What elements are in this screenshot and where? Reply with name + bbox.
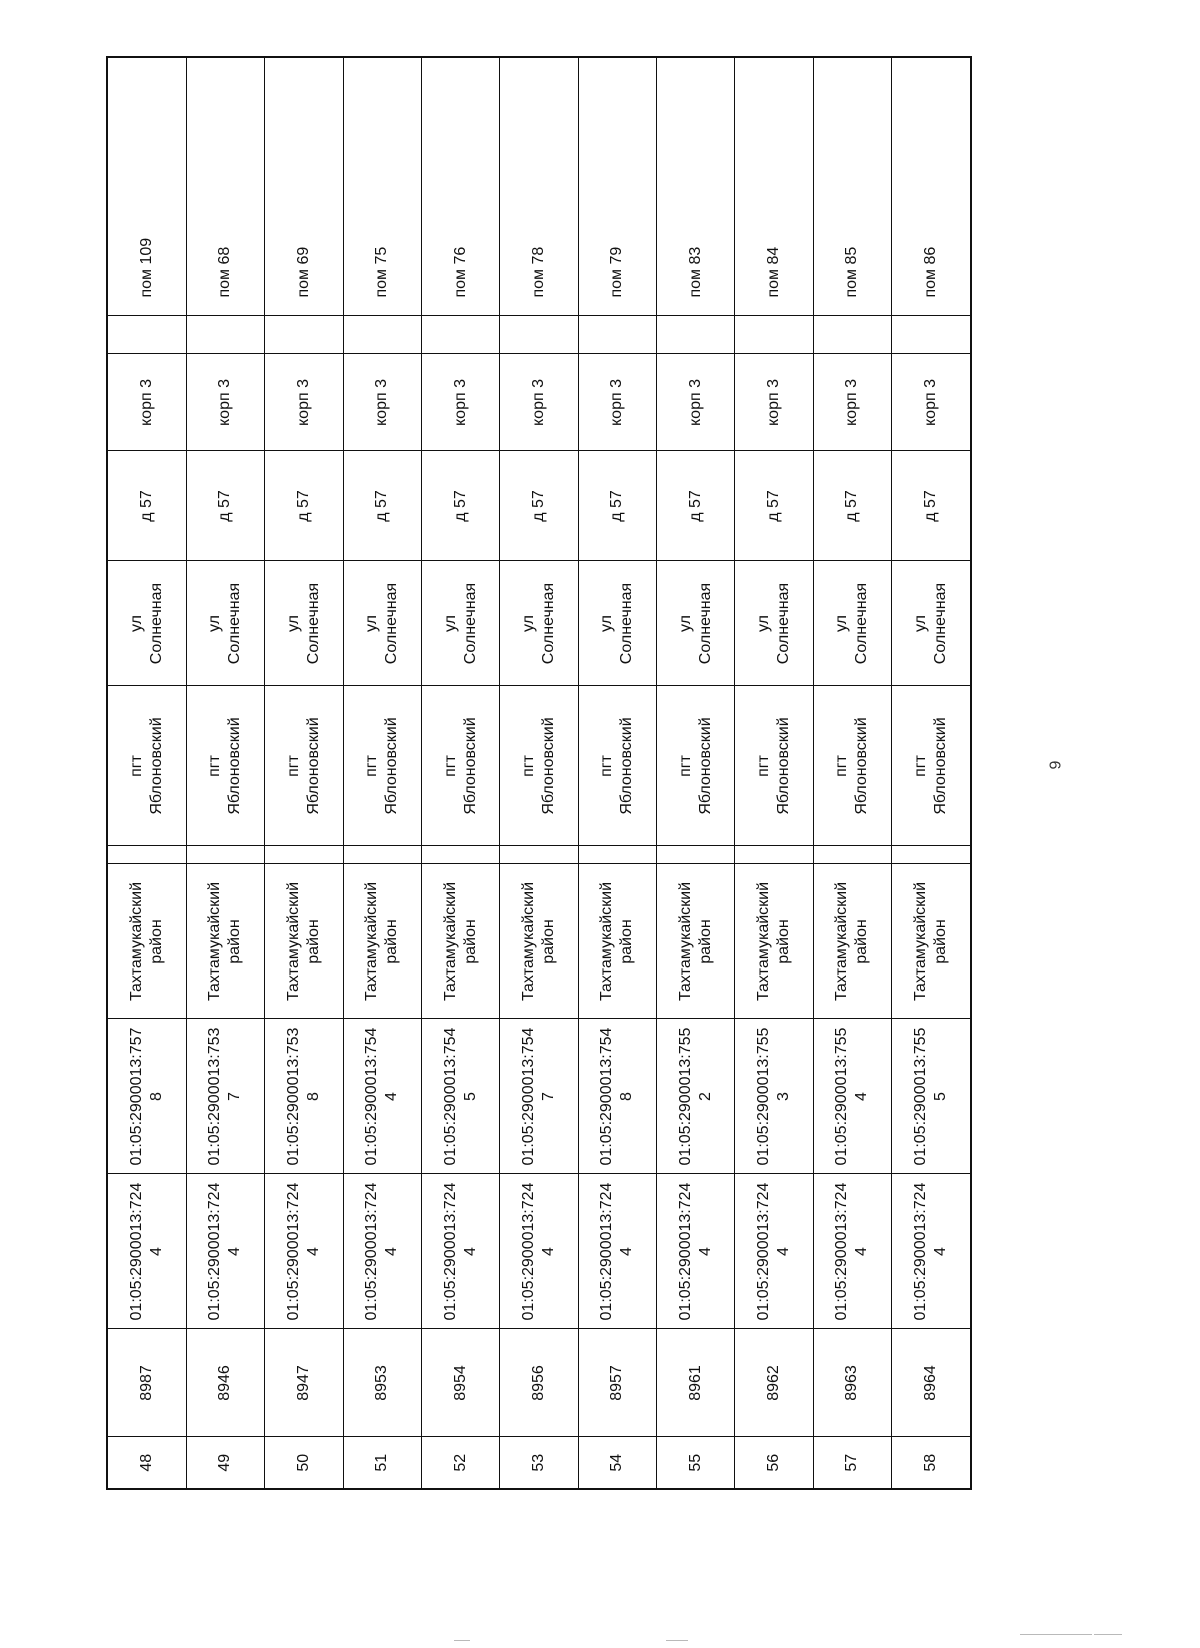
district-line: Тахтамукайский [127, 881, 145, 1002]
settlement [343, 686, 421, 846]
table-body [107, 57, 971, 1489]
record-code: 8956 [500, 1329, 578, 1437]
building-block: корп 3 [421, 354, 499, 451]
district-line: район [932, 919, 950, 964]
parent-cadastral-number-line: 01:05:2900013:724 [676, 1182, 694, 1321]
district [500, 864, 578, 1019]
record-code: 8957 [578, 1329, 656, 1437]
settlement-line: Яблоновский [853, 717, 871, 815]
building-block: корп 3 [656, 354, 734, 451]
street-line: ул [676, 615, 694, 632]
empty-cell [421, 316, 499, 354]
street-line: ул [363, 615, 381, 632]
district [735, 864, 813, 1019]
district [892, 864, 971, 1019]
row-number: 50 [265, 1437, 343, 1489]
table-row [343, 57, 421, 1489]
empty-cell [578, 846, 656, 864]
settlement [421, 686, 499, 846]
row-number: 48 [107, 1437, 186, 1489]
street [735, 561, 813, 686]
parent-cadastral-number-line: 01:05:2900013:724 [284, 1182, 302, 1321]
parent-cadastral-number-line: 01:05:2900013:724 [833, 1182, 851, 1321]
scan-mark [454, 1640, 470, 1641]
street-line: ул [755, 615, 772, 632]
table-row [892, 57, 971, 1489]
district-line: Тахтамукайский [676, 881, 694, 1002]
settlement-line: пгт [127, 755, 145, 777]
settlement-line: Яблоновский [383, 717, 401, 815]
scan-mark [1094, 1634, 1122, 1635]
cadastral-number-line: 5 [461, 1092, 479, 1101]
cadastral-number-line: 3 [775, 1092, 792, 1101]
parent-cadastral-number-line: 01:05:2900013:724 [441, 1182, 459, 1321]
rotated-table-container [106, 58, 972, 1490]
district-line: Тахтамукайский [755, 881, 772, 1002]
district-line: район [696, 919, 714, 964]
parent-cadastral-number-line: 01:05:2900013:724 [598, 1182, 616, 1321]
street-line: Солнечная [383, 582, 401, 665]
district [656, 864, 734, 1019]
parent-cadastral-number [343, 1174, 421, 1329]
parent-cadastral-number-line: 4 [539, 1247, 557, 1256]
house-number: д 57 [421, 451, 499, 561]
cadastral-number [892, 1019, 971, 1174]
cadastral-number [343, 1019, 421, 1174]
district-line: Тахтамукайский [206, 881, 224, 1002]
cadastral-number [107, 1019, 186, 1174]
building-block: корп 3 [735, 354, 813, 451]
street-line: ул [127, 615, 145, 632]
cadastral-number-line: 8 [618, 1092, 636, 1101]
empty-cell [186, 316, 264, 354]
page-number [1046, 750, 1066, 780]
empty-cell [578, 316, 656, 354]
building-block: корп 3 [500, 354, 578, 451]
settlement-line: Яблоновский [226, 717, 244, 815]
building-block: корп 3 [265, 354, 343, 451]
record-code: 8946 [186, 1329, 264, 1437]
parent-cadastral-number [500, 1174, 578, 1329]
street-line: Солнечная [932, 582, 950, 665]
record-code: 8954 [421, 1329, 499, 1437]
record-code: 8953 [343, 1329, 421, 1437]
street-line: Солнечная [147, 582, 165, 665]
settlement-line: пгт [519, 755, 537, 777]
district-line: Тахтамукайский [284, 881, 302, 1002]
empty-cell [656, 846, 734, 864]
cadastral-number-line: 01:05:2900013:754 [519, 1027, 537, 1166]
district-line: район [775, 919, 792, 964]
street-line: ул [441, 615, 459, 632]
house-number: д 57 [500, 451, 578, 561]
settlement-line: пгт [676, 755, 694, 777]
room-number: пом 78 [500, 57, 578, 316]
street-line: Солнечная [226, 582, 244, 665]
house-number: д 57 [813, 451, 891, 561]
parent-cadastral-number [107, 1174, 186, 1329]
parent-cadastral-number-line: 4 [461, 1247, 479, 1256]
empty-cell [107, 316, 186, 354]
table-row [813, 57, 891, 1489]
row-number: 58 [892, 1437, 971, 1489]
parent-cadastral-number-line: 4 [618, 1247, 636, 1256]
cadastral-number-line: 4 [383, 1092, 401, 1101]
settlement-line: пгт [598, 755, 616, 777]
district-line: район [147, 919, 165, 964]
house-number: д 57 [265, 451, 343, 561]
document-page [106, 58, 972, 1490]
empty-cell [813, 316, 891, 354]
street [107, 561, 186, 686]
street [186, 561, 264, 686]
parent-cadastral-number [421, 1174, 499, 1329]
cadastral-number-line: 01:05:2900013:753 [284, 1027, 302, 1166]
table-row [265, 57, 343, 1489]
settlement [735, 686, 813, 846]
building-block: корп 3 [343, 354, 421, 451]
parent-cadastral-number-line: 01:05:2900013:724 [755, 1182, 772, 1321]
cadastral-number-line: 01:05:2900013:754 [363, 1027, 381, 1166]
cadastral-number-line: 01:05:2900013:757 [127, 1027, 145, 1166]
settlement-line: Яблоновский [461, 717, 479, 815]
parent-cadastral-number-line: 01:05:2900013:724 [519, 1182, 537, 1321]
cadastral-number [656, 1019, 734, 1174]
house-number: д 57 [892, 451, 971, 561]
parent-cadastral-number [892, 1174, 971, 1329]
building-block: корп 3 [107, 354, 186, 451]
empty-cell [892, 846, 971, 864]
room-number: пом 109 [107, 57, 186, 316]
district-line: район [618, 919, 636, 964]
district-line: Тахтамукайский [363, 881, 381, 1002]
record-code: 8987 [107, 1329, 186, 1437]
settlement-line: пгт [206, 755, 224, 777]
empty-cell [500, 846, 578, 864]
empty-cell [421, 846, 499, 864]
house-number: д 57 [735, 451, 813, 561]
settlement-line: Яблоновский [539, 717, 557, 815]
street-line: ул [519, 615, 537, 632]
district-line: район [461, 919, 479, 964]
district [421, 864, 499, 1019]
parent-cadastral-number-line: 01:05:2900013:724 [363, 1182, 381, 1321]
cadastral-number-line: 2 [696, 1092, 714, 1101]
row-number: 55 [656, 1437, 734, 1489]
cadastral-number-line: 7 [226, 1092, 244, 1101]
district [186, 864, 264, 1019]
cadastral-number-line: 5 [932, 1092, 950, 1101]
cadastral-number-line: 01:05:2900013:755 [912, 1027, 930, 1166]
row-number: 57 [813, 1437, 891, 1489]
parent-cadastral-number-line: 4 [226, 1247, 244, 1256]
settlement [892, 686, 971, 846]
row-number: 56 [735, 1437, 813, 1489]
empty-cell [735, 316, 813, 354]
parent-cadastral-number [578, 1174, 656, 1329]
street-line: ул [206, 615, 224, 632]
empty-cell [186, 846, 264, 864]
settlement-line: пгт [363, 755, 381, 777]
cadastral-number-line: 01:05:2900013:755 [676, 1027, 694, 1166]
table-row [500, 57, 578, 1489]
room-number: пом 69 [265, 57, 343, 316]
settlement-line: Яблоновский [304, 717, 322, 815]
record-code: 8964 [892, 1329, 971, 1437]
building-block: корп 3 [578, 354, 656, 451]
parent-cadastral-number-line: 4 [383, 1247, 401, 1256]
street-line: ул [912, 615, 930, 632]
empty-cell [656, 316, 734, 354]
room-number: пом 83 [656, 57, 734, 316]
cadastral-number-line: 01:05:2900013:755 [755, 1027, 772, 1166]
street [892, 561, 971, 686]
district-line: Тахтамукайский [833, 881, 851, 1002]
room-number: пом 75 [343, 57, 421, 316]
settlement-line: Яблоновский [147, 717, 165, 815]
settlement [265, 686, 343, 846]
street-line: Солнечная [618, 582, 636, 665]
street-line: Солнечная [304, 582, 322, 665]
table-row [107, 57, 186, 1489]
district [107, 864, 186, 1019]
cadastral-number-line: 4 [853, 1092, 871, 1101]
settlement-line: Яблоновский [932, 717, 950, 815]
building-block: корп 3 [813, 354, 891, 451]
record-code: 8947 [265, 1329, 343, 1437]
row-number: 53 [500, 1437, 578, 1489]
cadastral-number-line: 01:05:2900013:754 [598, 1027, 616, 1166]
settlement-line: пгт [833, 755, 851, 777]
street [500, 561, 578, 686]
street-line: ул [284, 615, 302, 632]
empty-cell [265, 846, 343, 864]
empty-cell [500, 316, 578, 354]
parent-cadastral-number-line: 4 [147, 1247, 165, 1256]
district-line: район [226, 919, 244, 964]
street-line: Солнечная [696, 582, 714, 665]
parent-cadastral-number [186, 1174, 264, 1329]
cadastral-number-line: 01:05:2900013:754 [441, 1027, 459, 1166]
street-line: Солнечная [853, 582, 871, 665]
street [343, 561, 421, 686]
parent-cadastral-number-line: 4 [696, 1247, 714, 1256]
street-line: ул [833, 615, 851, 632]
row-number: 51 [343, 1437, 421, 1489]
district [813, 864, 891, 1019]
room-number: пом 79 [578, 57, 656, 316]
settlement-line: Яблоновский [696, 717, 714, 815]
registry-table [106, 56, 972, 1490]
district-line: район [304, 919, 322, 964]
street [265, 561, 343, 686]
district [343, 864, 421, 1019]
table-row [656, 57, 734, 1489]
settlement-line: пгт [912, 755, 930, 777]
parent-cadastral-number [656, 1174, 734, 1329]
district [578, 864, 656, 1019]
parent-cadastral-number [735, 1174, 813, 1329]
record-code: 8961 [656, 1329, 734, 1437]
cadastral-number [186, 1019, 264, 1174]
settlement-line: Яблоновский [618, 717, 636, 815]
cadastral-number-line: 01:05:2900013:755 [833, 1027, 851, 1166]
table-row [421, 57, 499, 1489]
record-code: 8963 [813, 1329, 891, 1437]
district-line: район [383, 919, 401, 964]
street [656, 561, 734, 686]
street-line: Солнечная [539, 582, 557, 665]
row-number: 49 [186, 1437, 264, 1489]
parent-cadastral-number [265, 1174, 343, 1329]
scan-mark [1020, 1634, 1092, 1635]
house-number: д 57 [343, 451, 421, 561]
parent-cadastral-number-line: 01:05:2900013:724 [912, 1182, 930, 1321]
parent-cadastral-number [813, 1174, 891, 1329]
street [578, 561, 656, 686]
empty-cell [343, 846, 421, 864]
table-row [578, 57, 656, 1489]
room-number: пом 85 [813, 57, 891, 316]
street-line: ул [598, 615, 616, 632]
street [813, 561, 891, 686]
empty-cell [892, 316, 971, 354]
settlement [107, 686, 186, 846]
empty-cell [343, 316, 421, 354]
settlement [500, 686, 578, 846]
house-number: д 57 [578, 451, 656, 561]
table-row [186, 57, 264, 1489]
room-number: пом 86 [892, 57, 971, 316]
parent-cadastral-number-line: 4 [304, 1247, 322, 1256]
house-number: д 57 [656, 451, 734, 561]
district-line: Тахтамукайский [441, 881, 459, 1002]
parent-cadastral-number-line: 4 [853, 1247, 871, 1256]
settlement-line: пгт [441, 755, 459, 777]
row-number: 54 [578, 1437, 656, 1489]
street-line: Солнечная [775, 582, 792, 665]
district-line: район [853, 919, 871, 964]
house-number: д 57 [107, 451, 186, 561]
room-number: пом 84 [735, 57, 813, 316]
empty-cell [735, 846, 813, 864]
house-number: д 57 [186, 451, 264, 561]
district-line: район [539, 919, 557, 964]
parent-cadastral-number-line: 4 [775, 1247, 792, 1256]
street [421, 561, 499, 686]
settlement-line: пгт [755, 755, 772, 777]
parent-cadastral-number-line: 01:05:2900013:724 [127, 1182, 145, 1321]
room-number: пом 68 [186, 57, 264, 316]
cadastral-number [735, 1019, 813, 1174]
empty-cell [813, 846, 891, 864]
cadastral-number-line: 8 [304, 1092, 322, 1101]
street-line: Солнечная [461, 582, 479, 665]
room-number: пом 76 [421, 57, 499, 316]
district-line: Тахтамукайский [519, 881, 537, 1002]
district-line: Тахтамукайский [598, 881, 616, 1002]
district [265, 864, 343, 1019]
cadastral-number [500, 1019, 578, 1174]
parent-cadastral-number-line: 4 [932, 1247, 950, 1256]
settlement-line: пгт [284, 755, 302, 777]
building-block: корп 3 [186, 354, 264, 451]
parent-cadastral-number-line: 01:05:2900013:724 [206, 1182, 224, 1321]
page-number-text: 9 [1047, 760, 1064, 770]
table-row [735, 57, 813, 1489]
row-number: 52 [421, 1437, 499, 1489]
cadastral-number [265, 1019, 343, 1174]
scan-mark [666, 1640, 688, 1641]
settlement [656, 686, 734, 846]
cadastral-number-line: 7 [539, 1092, 557, 1101]
district-line: Тахтамукайский [912, 881, 930, 1002]
empty-cell [107, 846, 186, 864]
settlement [813, 686, 891, 846]
record-code: 8962 [735, 1329, 813, 1437]
cadastral-number-line: 01:05:2900013:753 [206, 1027, 224, 1166]
settlement-line: Яблоновский [775, 717, 792, 815]
cadastral-number [813, 1019, 891, 1174]
building-block: корп 3 [892, 354, 971, 451]
settlement [578, 686, 656, 846]
cadastral-number-line: 8 [147, 1092, 165, 1101]
cadastral-number [421, 1019, 499, 1174]
cadastral-number [578, 1019, 656, 1174]
empty-cell [265, 316, 343, 354]
settlement [186, 686, 264, 846]
